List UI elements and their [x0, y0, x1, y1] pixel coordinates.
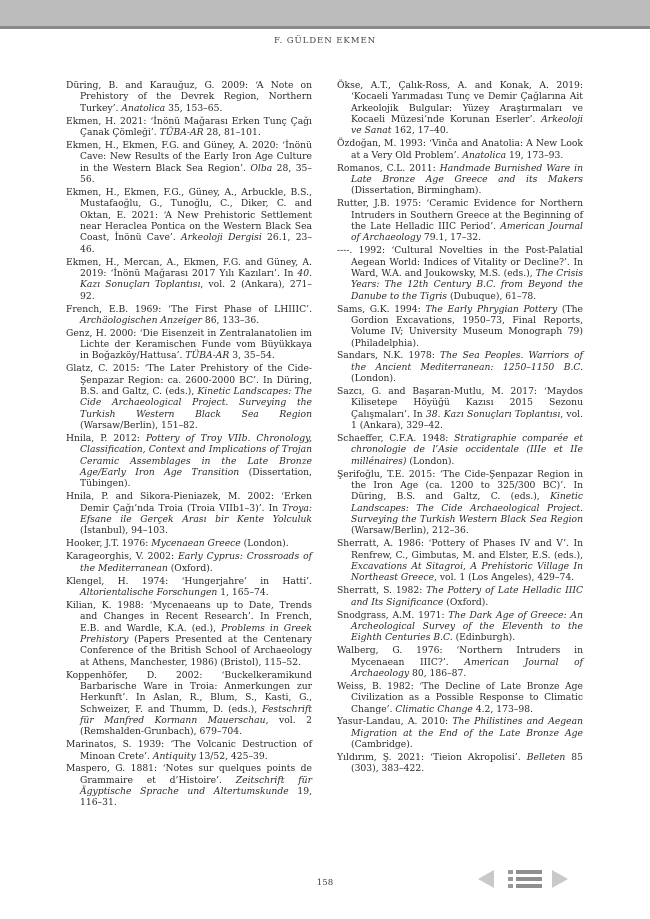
reference-entry: Karageorghis, V. 2002: Early Cyprus: Crossroads of the Mediterranean (Oxford). [66, 551, 313, 574]
reference-entry: Ekmen, H., Ekmen, F.G. and Güney, A. 2020: ‘İnönü Cave: New Results of the Early Iron Age Culture in the Western Black Sea Region’. Olba 28, 35–56. [66, 139, 312, 185]
reference-entry: Schaeffer, C.F.A. 1948: Stratigraphie comparée et chronologie de l’Asie occidentale (IIIe et IIe millénaires) (London). [337, 433, 583, 467]
reference-entry: Sandars, N.K. 1978: The Sea Peoples. Warriors of the Ancient Mediterranean: 1250–1150 B.C. (London). [337, 350, 584, 385]
reference-entry: Weiss, B. 1982: ‘The Decline of Late Bronze Age Civilization as a Possible Response to Climatic Change’. Climatic Change 4.2, 173–98. [337, 680, 583, 715]
reference-entry: Rutter, J.B. 1975: ‘Ceramic Evidence for Northern Intruders in Southern Greece at the Beginning of the Late Helladic IIIC Period’. American Journal of Archaeology 79.1, 17–32. [337, 198, 583, 244]
reference-entry: Hooker, J.T. 1976: Mycenaean Greece (London). [66, 538, 289, 550]
reference-entry: Düring, B. and Karauğuz, G. 2009: ‘A Note on Prehistory of the Devrek Region, Northern Turkey’. Anatolica 35, 153–65. [66, 80, 312, 114]
top-header-band [0, 0, 650, 26]
reference-entry: Romanos, C.L. 2011: Handmade Burnished Ware in Late Bronze Age Greece and its Makers (Dissertation, Birmingham). [337, 162, 583, 197]
reference-entry: Snodgrass, A.M. 1971: The Dark Age of Greece: An Archeological Survey of the Eleventh to the Eighth Centuries B.C. (Edinburgh). [337, 609, 583, 644]
reference-entry: Ekmen, H. 2021: ‘İnönü Mağarası Erken Tunç Çağı Çanak Çömleği’. TÜBA-AR 28, 81–101. [66, 115, 312, 138]
reference-entry: Ekmen, H., Mercan, A., Ekmen, F.G. and Güney, A. 2019: ‘İnönü Mağarası 2017 Yılı Kazıları’. In 40. Kazı Sonuçları Toplantısı, vol. 2 (Ankara), 271–92. [66, 256, 312, 302]
reference-entry: French, E.B. 1969: ‘The First Phase of LHIIIC’. Archäologischen Anzeiger 86, 133–36. [66, 303, 312, 326]
reference-entry: Hnila, P. 2012: Pottery of Troy VIIb. Chronology, Classification, Context and Implications of Trojan Ceramic Assemblages in the Late Bronze Age/Early Iron Age Transition (Dissertation, Tübingen). [66, 433, 312, 490]
reference-entry: Marinatos, S. 1939: ‘The Volcanic Destruction of Minoan Crete’. Antiquity 13/52, 425–39. [66, 739, 312, 762]
reference-entry: Glatz, C. 2015: ‘The Later Prehistory of the Cide-Şenpazar Region: ca. 2600-2000 BC’. In Düring, B.S. and Galtz, C. (eds.), Kinetic Landscapes: The Cide Archaeological Project. Surveying the Turkish Western Black Sea Region (Warsaw/Berlin), 151–82. [66, 363, 312, 432]
reference-entry: Ekmen, H., Ekmen, F.G., Güney, A., Arbuckle, B.S., Mustafaoğlu, G., Tunoğlu, C., Diker, C. and Oktan, E. 2021: ‘A New Prehistoric Settlement near Heraclea Pontica on the Western Black Sea Coast, İnönü Cave’. Arkeoloji Dergisi 26.1, 23–46. [66, 186, 312, 255]
page-number: 158 [316, 878, 334, 888]
reference-entry: Walberg, G. 1976: ‘Northern Intruders in Mycenaean IIIC?’. American Journal of Archaeology 80, 186–87. [337, 645, 583, 679]
running-header: F. GÜLDEN EKMEN [273, 36, 377, 46]
reference-entry: ----. 1992: ‘Cultural Novelties in the Post-Palatial Aegean World: Indices of Vitality or Decline?’. In Ward, W.A. and Joukowsky, M.S. (eds.), The Crisis Years: The 12th Century B.C. from Beyond the Danube to the Tigris (Dubuque), 61–78. [337, 245, 583, 302]
reference-entry: Şerifoğlu, T.E. 2015: ‘The Cide-Şenpazar Region in the Iron Age (ca. 1200 to 325/300 BC)’. In Düring, B.S. and Galtz, C. (eds.), Kinetic Landscapes: The Cide Archaeological Project. Surveying the Turkish Western Black Sea Region (Warsaw/Berlin), 212–36. [337, 468, 583, 537]
references-right-column [337, 80, 583, 776]
triangle-left-icon[interactable] [478, 870, 494, 888]
page-navigation [478, 868, 568, 890]
reference-entry: Yıldırım, Ş. 2021: ‘Tieion Akropolisi’. Belleten 85 (303), 383–422. [337, 752, 583, 775]
reference-entry: Yasur-Landau, A. 2010: The Philistines and Aegean Migration at the End of the Late Bronze Age (Cambridge). [337, 716, 583, 751]
reference-entry: Hnila, P. and Sikora-Pieniazek, M. 2002: ‘Erken Demir Çağı’nda Troia (Troia VIIb1–3)’. In Troya: Efsane ile Gerçek Arası bir Kente Yolculuk (İstanbul), 94–103. [66, 491, 312, 537]
reference-entry: Özdoğan, M. 1993: ‘Vinča and Anatolia: A New Look at a Very Old Problem’. Anatolica 19, 173–93. [337, 138, 583, 161]
reference-entry: Sams, G.K. 1994: The Early Phrygian Pottery (The Gordion Excavations, 1950–73, Final Reports, Volume IV; University Museum Monograph 79) (Philadelphia). [337, 303, 583, 349]
reference-entry: Sazcı, G. and Başaran-Mutlu, M. 2017: ‘Maydos Kilisetepe Höyüğü Kazısı 2015 Sezonu Çalışmaları’. In 38. Kazı Sonuçları Toplantısı, vol. 1 (Ankara), 329–42. [337, 386, 584, 432]
reference-entry: Genz, H. 2000: ‘Die Eisenzeit in Zentralanatolien im Lichte der Keramischen Funde vom Büyükkaya in Boğazköy/Hattusa’. TÜBA-AR 3, 35–54. [66, 327, 312, 362]
reference-entry: Kilian, K. 1988: ‘Mycenaeans up to Date, Trends and Changes in Recent Research’. In French, E.B. and Wardle, K.A. (ed.), Problems in Greek Prehistory (Papers Presented at the Centenary Conference of the British School of Archaeology at Athens, Manchester, 1986) (Bristol), 115–52. [66, 599, 312, 668]
reference-entry: Sherratt, A. 1986: ‘Pottery of Phases IV and V’. In Renfrew, C., Gimbutas, M. and Elster, E.S. (eds.), Excavations At Sitagroi, A Prehistoric Village In Northeast Greece, vol. 1 (Los Angeles), 429–74. [337, 538, 583, 584]
list-menu-icon[interactable] [508, 869, 542, 889]
references-left-column [66, 80, 312, 810]
reference-entry: Sherratt, S. 1982: The Pottery of Late Helladic IIIC and Its Significance (Oxford). [337, 585, 583, 608]
triangle-right-icon[interactable] [552, 870, 568, 888]
reference-entry: Maspero, G. 1881: ‘Notes sur quelques points de Grammaire et d’Histoire’. Zeitschrift für Ägyptische Sprache und Altertumskunde 19, 116–31. [66, 763, 312, 809]
reference-entry: Klengel, H. 1974: ‘Hungerjahre’ in Hatti’. Altorientalische Forschungen 1, 165–74. [66, 575, 312, 598]
reference-entry: Koppenhöfer, D. 2002: ‘Buckelkeramikund Barbarische Ware in Troia: Anmerkungen zur Herkunft’. In Aslan, R., Blum, S., Kasti, G., Schweizer, F. and Thumm, D. (eds.), Festschrift für Manfred Kormann Mauerschau, vol. 2 (Remshalden-Grunbach), 679–704. [66, 669, 312, 738]
reference-entry: Ökse, A.T., Çalık-Ross, A. and Konak, A. 2019: ‘Kocaeli Yarımadası Tunç ve Demir Çağlarına Ait Arkeolojik Bulgular: Yüzey Araştırmaları ve Kocaeli Müzesi’nde Korunan Eserler’. Arkeoloji ve Sanat 162, 17–40. [337, 80, 583, 137]
header-rule [0, 26, 650, 29]
